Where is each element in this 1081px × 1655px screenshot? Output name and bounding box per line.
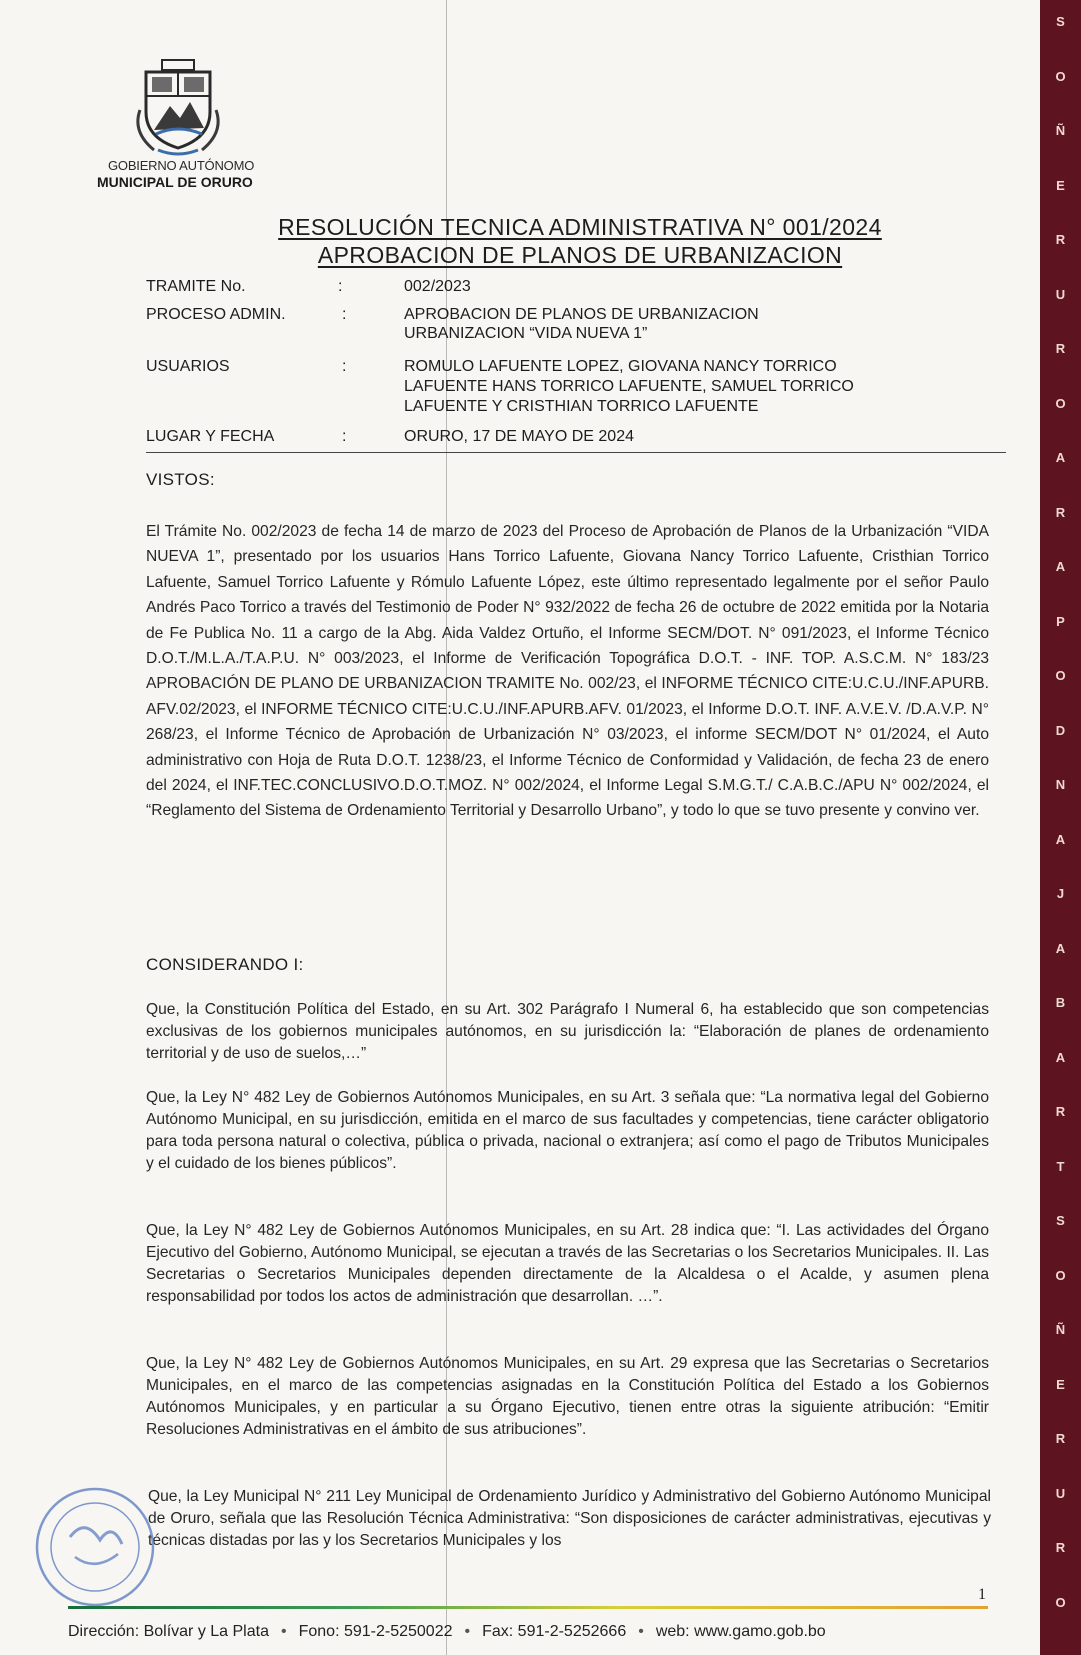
document-title (140, 214, 1020, 241)
side-strip-letter: R (1055, 1540, 1066, 1555)
usuarios-label: USUARIOS (146, 358, 230, 375)
side-strip-letter: R (1055, 1431, 1066, 1446)
side-strip-letter: U (1055, 286, 1066, 302)
title-line1: RESOLUCIÓN TECNICA ADMINISTRATIVA N° 001/2024 (278, 214, 882, 240)
coat-of-arms-icon (118, 50, 238, 160)
footer-fax: Fax: 591-2-5252666 (482, 1623, 627, 1640)
side-strip-letter: A (1055, 450, 1066, 465)
lugar-label: LUGAR Y FECHA (146, 428, 275, 445)
side-strip-letter: S (1056, 14, 1065, 29)
org-name-line1: GOBIERNO AUTÓNOMO (108, 158, 255, 173)
footer-bullet: • (638, 1623, 644, 1640)
org-name-line2: MUNICIPAL DE ORURO (97, 174, 253, 190)
side-strip-letter: B (1055, 995, 1066, 1010)
footer-phone: Fono: 591-2-5250022 (298, 1623, 453, 1640)
colon: : (342, 428, 347, 445)
side-strip-letter: A (1055, 940, 1066, 956)
side-strip-letter: R (1055, 232, 1066, 247)
side-strip-letter: Ñ (1055, 123, 1066, 138)
proceso-label: PROCESO ADMIN. (146, 306, 286, 323)
side-strip-letter: U (1055, 1485, 1066, 1501)
side-strip-letter: A (1055, 559, 1066, 574)
vistos-heading: VISTOS: (146, 470, 215, 489)
colon: : (338, 278, 343, 295)
side-strip-letter: N (1055, 777, 1066, 792)
decorative-side-strip (1040, 0, 1081, 1655)
usuarios-value-1: ROMULO LAFUENTE LOPEZ, GIOVANA NANCY TORRICO (404, 358, 837, 375)
side-strip-letter: O (1055, 1267, 1066, 1283)
side-strip-letter: R (1055, 504, 1066, 520)
title-line2: APROBACION DE PLANOS DE URBANIZACION (317, 242, 843, 268)
side-strip-letter: A (1055, 1049, 1066, 1065)
side-strip-letter: P (1056, 613, 1065, 629)
side-strip-letter: O (1055, 668, 1066, 683)
footer-address: Dirección: Bolívar y La Plata (68, 1623, 269, 1640)
vistos-paragraph: El Trámite No. 002/2023 de fecha 14 de marzo de 2023 del Proceso de Aprobación de Planos de la Urbanización “VIDA NUEVA 1”, presentado por los usuarios Hans Torrico Lafuente, Giovana Nancy Torrico Lafuente, Cristhian Torrico Lafuente, Samuel Torrico Lafuente y Rómulo Lafuente López, este último representado legalmente por el señor Paulo Andrés Paco Torrico a través del Testimonio de Poder N° 932/2022 de fecha 26 de octubre de 2022 emitida por la Notaria de Fe Publica No. 11 a cargo de la Abg. Aida Valdez Ortuño, el Informe SECM/DOT. N° 091/2023, el Informe Técnico D.O.T./M.L.A./T.A.P.U. N° 003/2023, el Informe de Verificación Topográfica D.O.T. - INF. TOP. A.S.C.M. N° 183/23 APROBACIÓN DE PLANO DE URBANIZACION TRAMITE No. 002/23, el INFORME TÉCNICO CITE:U.C.U./INF.APURB. AFV.02/2023, el INFORME TÉCNICO CITE:U.C.U./INF.APURB.AFV. 01/2023, el Informe D.O.T. INF. A.V.E.V. /D.A.V.P. N° 268/23, el Informe Técnico de Aprobación de Urbanización N° 03/2023, el informe SECM/DOT N° 01/2024, el Auto administrativo con Hoja de Ruta D.O.T. 1238/23, el Informe Técnico de Conformidad y Validación, de fecha 23 de enero del 2024, el INF.TEC.CONCLUSIVO.D.O.T.MOZ. N° 002/2024, el Informe Legal S.M.G.T./ C.A.B.C./APU N° 002/2024, el “Reglamento del Sistema de Ordenamiento Territorial y Desarrollo Urbano”, y todo lo que se tuvo presente y convino ver. (146, 523, 989, 820)
usuarios-value-3: LAFUENTE Y CRISTHIAN TORRICO LAFUENTE (404, 398, 759, 415)
proceso-value-2: URBANIZACION “VIDA NUEVA 1” (404, 325, 648, 342)
considerando-heading: CONSIDERANDO I: (146, 955, 304, 974)
side-strip-letter: R (1055, 1104, 1066, 1119)
side-strip-letter: O (1055, 68, 1066, 84)
footer-divider (68, 1606, 988, 1609)
lugar-value: ORURO, 17 DE MAYO DE 2024 (404, 428, 634, 445)
considerando-paragraph-5: Que, la Ley Municipal N° 211 Ley Municipal de Ordenamiento Jurídico y Administrativo del Gobierno Autónomo Municipal de Oruro, señala que las Resolución Técnica Administrativa: “Son disposiciones de carácter administrativas, ejecutivas y técnicas distadas por las y los Secretarios Municipales y los (148, 1488, 991, 1549)
side-strip-letter: T (1056, 1158, 1065, 1174)
colon: : (342, 306, 347, 323)
footer (68, 1623, 998, 1641)
footer-bullet: • (280, 1623, 287, 1640)
side-strip-letter: Ñ (1055, 1322, 1066, 1337)
considerando-paragraph-1: Que, la Constitución Política del Estado, en su Art. 302 Parágrafo I Numeral 6, ha establecido que son competencias exclusivas de los gobiernos municipales autónomos, en su jurisdicción la: “Elaboración de planes de ordenamiento territorial y de uso de suelos,…” (146, 1001, 989, 1062)
side-strip-letter: D (1055, 722, 1066, 738)
document-subtitle (140, 242, 1020, 269)
considerando-paragraph-2: Que, la Ley N° 482 Ley de Gobiernos Autónomos Municipales, en su Art. 3 señala que: “La normativa legal del Gobierno Autónomo Municipal, en su jurisdicción, emitida en el marco de sus facultades y competencias, tiene carácter obligatorio para toda persona natural o colectiva, pública o privada, nacional o extranjera; así como el pago de Tributos Municipales y el cuidado de los bienes públicos”. (146, 1089, 989, 1172)
side-strip-letter: O (1055, 1594, 1066, 1610)
considerando-paragraph-4: Que, la Ley N° 482 Ley de Gobiernos Autónomos Municipales, en su Art. 29 expresa que las Secretarias o Secretarios Municipales, en el marco de las competencias asignadas en la Constitución Política del Estado a los Gobiernos Autónomos Municipales, y en particular a su Órgano Ejecutivo, tienen entre otras la siguiente atribución: “Emitir Resoluciones Administrativas en el ámbito de sus atribuciones”. (146, 1355, 989, 1438)
tramite-label: TRAMITE No. (146, 278, 246, 295)
side-strip-letter: S (1056, 1213, 1065, 1228)
side-strip-letter: R (1055, 341, 1066, 356)
proceso-value-1: APROBACION DE PLANOS DE URBANIZACION (404, 306, 759, 323)
page-number: 1 (978, 1586, 986, 1603)
side-strip-letter: E (1056, 177, 1065, 193)
footer-bullet: • (464, 1623, 471, 1640)
header-divider (146, 452, 1006, 453)
tramite-value: 002/2023 (404, 278, 471, 295)
side-strip-letter: A (1055, 831, 1066, 847)
considerando-paragraph-3: Que, la Ley N° 482 Ley de Gobiernos Autónomos Municipales, en su Art. 28 indica que: “I. Las actividades del Órgano Ejecutivo del Gobierno, Autónomo Municipal, se ejecutan a través de las Secretarias o los Secretarios Municipales. II. Las Secretarias o Secretarios Municipales dependen directamente de la Alcaldesa o el Acalde, y asumen plena responsabilidad por todos los actos de administración que desarrollan. …”. (146, 1222, 989, 1305)
vobo-stamp-icon (30, 1482, 160, 1612)
colon: : (342, 358, 347, 375)
side-strip-letter: J (1056, 886, 1065, 901)
footer-web[interactable]: web: www.gamo.gob.bo (655, 1623, 826, 1640)
side-strip-letter: O (1055, 395, 1066, 411)
side-strip-letter: E (1056, 1376, 1065, 1392)
usuarios-value-2: LAFUENTE HANS TORRICO LAFUENTE, SAMUEL TORRICO (404, 378, 854, 395)
